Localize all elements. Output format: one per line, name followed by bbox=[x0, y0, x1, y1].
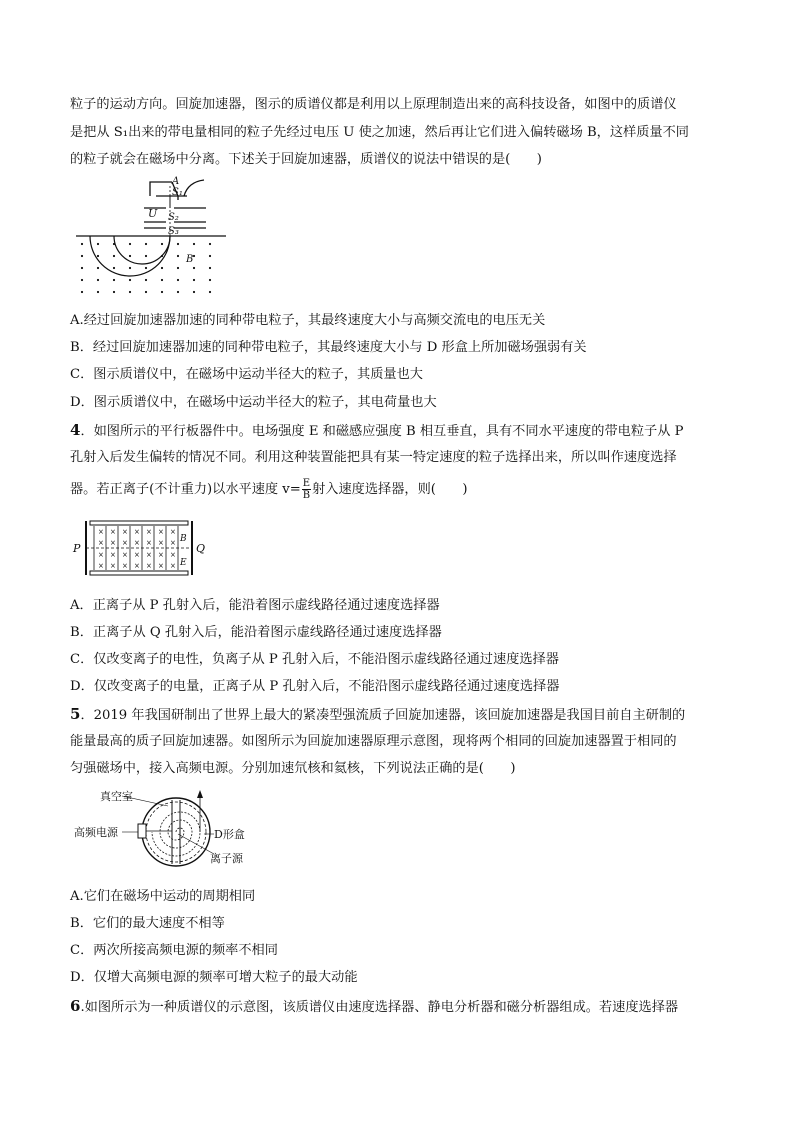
svg-text:×: × bbox=[134, 539, 140, 547]
label-ion-source: 离子源 bbox=[210, 852, 243, 865]
label-S2: S₂ bbox=[168, 212, 179, 223]
q6-number: 6 bbox=[70, 997, 81, 1015]
svg-text:×: × bbox=[158, 528, 164, 536]
label-d-box: D形盒 bbox=[214, 828, 245, 841]
svg-text:×: × bbox=[170, 562, 176, 570]
q5-option-d: D．仅增大高频电源的频率可增大粒子的最大动能 bbox=[70, 970, 358, 985]
svg-text:×: × bbox=[110, 528, 116, 536]
q4-stem-line2: 孔射入后发生偏转的情况不同。利用这种装置能把具有某一特定速度的粒子选择出来，所以叫作速度选择 bbox=[70, 450, 677, 465]
svg-text:×: × bbox=[98, 551, 104, 559]
q4-option-a: A．正离子从 P 孔射入后，能沿着图示虚线路径通过速度选择器 bbox=[70, 598, 440, 613]
label-E: E bbox=[180, 558, 187, 568]
q5-option-b: B．它们的最大速度不相等 bbox=[70, 916, 225, 931]
q3-option-a: A.经过回旋加速器加速的同种带电粒子，其最终速度大小与高频交流电的电压无关 bbox=[70, 313, 546, 328]
svg-text:×: × bbox=[122, 562, 128, 570]
label-B: B bbox=[186, 254, 194, 265]
label-U: U bbox=[148, 207, 158, 220]
q4-option-b: B．正离子从 Q 孔射入后，能沿着图示虚线路径通过速度选择器 bbox=[70, 625, 442, 640]
label-A: A bbox=[172, 176, 180, 187]
svg-text:×: × bbox=[158, 562, 164, 570]
q5-option-a: A.它们在磁场中运动的周期相同 bbox=[70, 889, 256, 904]
q4-stem-line1: 4．如图所示的平行板器件中。电场强度 E 和磁感应强度 B 相互垂直，具有不同水平速度的带电粒子从 P bbox=[70, 421, 684, 439]
svg-text:×: × bbox=[122, 551, 128, 559]
q5-stem-line3: 匀强磁场中，接入高频电源。分别加速氘核和氦核，下列说法正确的是( ) bbox=[70, 761, 516, 776]
fraction-e-over-b: $\frac{E}{B}$ bbox=[302, 478, 311, 501]
q4-option-d: D．仅改变离子的电量，正离子从 P 孔射入后，不能沿图示虚线路径通过速度选择器 bbox=[70, 679, 560, 694]
q5-option-c: C．两次所接高频电源的频率不相同 bbox=[70, 943, 278, 958]
q4-option-c: C．仅改变离子的电性，负离子从 P 孔射入后，不能沿图示虚线路径通过速度选择器 bbox=[70, 652, 559, 667]
svg-text:×: × bbox=[146, 562, 152, 570]
svg-text:×: × bbox=[170, 551, 176, 559]
q6-stem-line1: 6.如图所示为一种质谱仪的示意图，该质谱仪由速度选择器、静电分析器和磁分析器组成。若速度选择器 bbox=[70, 997, 679, 1015]
label-hf-power: 高频电源 bbox=[74, 826, 118, 839]
svg-text:×: × bbox=[134, 528, 140, 536]
label-S1: S₁ bbox=[172, 187, 183, 198]
svg-text:×: × bbox=[110, 539, 116, 547]
q3-stem-line1: 粒子的运动方向。回旋加速器，图示的质谱仪都是利用以上原理制造出来的高科技设备，如图中的质谱仪 bbox=[70, 97, 677, 112]
field-dots bbox=[81, 243, 211, 293]
svg-text:×: × bbox=[98, 562, 104, 570]
q3-stem-line3: 的粒子就会在磁场中分离。下述关于回旋加速器，质谱仪的说法中错误的是( ) bbox=[70, 152, 542, 167]
label-B: B bbox=[180, 534, 187, 544]
label-P: P bbox=[73, 542, 81, 555]
svg-text:×: × bbox=[170, 528, 176, 536]
cyclotron-figure bbox=[72, 788, 272, 868]
svg-text:×: × bbox=[158, 539, 164, 547]
q3-stem-line2: 是把从 S₁出来的带电量相同的粒子先经过电压 U 使之加速，然后再让它们进入偏转磁场 B，这样质量不同 bbox=[70, 125, 689, 140]
label-S3: S₃ bbox=[168, 226, 179, 237]
mass-spectrometer-figure bbox=[72, 172, 232, 298]
svg-text:×: × bbox=[122, 539, 128, 547]
svg-text:×: × bbox=[110, 562, 116, 570]
svg-text:×: × bbox=[98, 539, 104, 547]
svg-text:×: × bbox=[98, 528, 104, 536]
q3-option-b: B．经过回旋加速器加速的同种带电粒子，其最终速度大小与 D 形盒上所加磁场强弱有关 bbox=[70, 340, 587, 355]
svg-text:×: × bbox=[122, 528, 128, 536]
svg-text:×: × bbox=[146, 539, 152, 547]
svg-text:×: × bbox=[146, 528, 152, 536]
q5-stem-line1: 5．2019 年我国研制出了世界上最大的紧凑型强流质子回旋加速器，该回旋加速器是我国目前自主研制的 bbox=[70, 705, 686, 723]
q4-number: 4 bbox=[70, 421, 81, 439]
svg-text:×: × bbox=[110, 551, 116, 559]
svg-text:×: × bbox=[134, 562, 140, 570]
label-vacuum-chamber: 真空室 bbox=[100, 790, 133, 803]
svg-text:×: × bbox=[146, 551, 152, 559]
q5-stem-line2: 能量最高的质子回旋加速器。如图所示为回旋加速器原理示意图，现将两个相同的回旋加速器置于相同的 bbox=[70, 734, 677, 749]
label-Q: Q bbox=[196, 542, 206, 555]
q3-option-c: C．图示质谱仪中，在磁场中运动半径大的粒子，其质量也大 bbox=[70, 367, 423, 382]
q5-number: 5 bbox=[70, 705, 81, 723]
svg-text:×: × bbox=[170, 539, 176, 547]
svg-text:×: × bbox=[158, 551, 164, 559]
q4-stem-line3: 器。若正离子(不计重力)以水平速度 v= $\frac{E}{B}$ 射入速度选择器，则( ) bbox=[70, 478, 468, 501]
q3-option-d: D．图示质谱仪中，在磁场中运动半径大的粒子，其电荷量也大 bbox=[70, 395, 437, 410]
svg-text:×: × bbox=[134, 551, 140, 559]
velocity-selector-figure bbox=[72, 517, 212, 579]
